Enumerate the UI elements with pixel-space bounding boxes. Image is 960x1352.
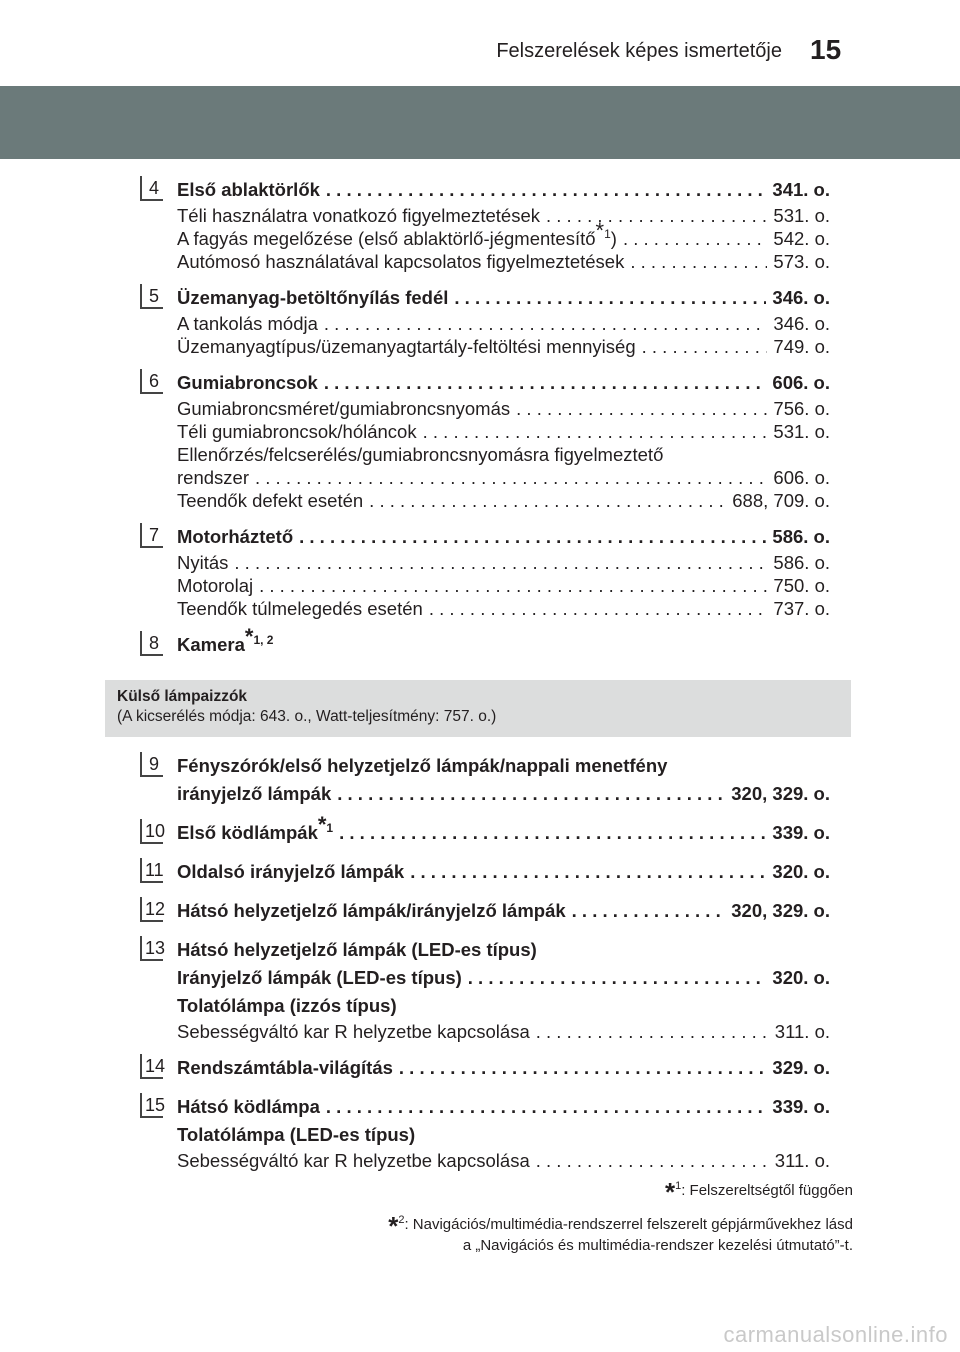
entry-heading-line [177,1121,830,1149]
entry-label: Téli gumiabroncsok/hóláncok [177,421,417,442]
entry-sub-line [177,489,830,512]
page-reference: 688, 709. o. [732,490,830,511]
entry-sub-line [177,204,830,227]
entry-label: Rendszámtábla-világítás [177,1057,393,1078]
footnote-star: * [388,1211,399,1241]
leader-dots [468,964,767,992]
page-reference: 311. o. [774,1021,830,1042]
entry-item [140,523,830,620]
entry-text [177,443,663,466]
leader-dots [623,227,767,250]
page-reference: 339. o. [772,1096,830,1117]
entry-text [177,811,334,847]
entry-text [177,964,462,992]
entry-text [177,752,667,780]
entry-text [177,992,397,1020]
leader-dots [339,819,766,847]
entry-heading-line [177,992,830,1020]
entry-text [177,1054,393,1082]
page-reference: 749. o. [773,336,830,357]
entry-number-badge: 12 [140,897,163,922]
leader-dots [546,204,767,227]
leader-dots [399,1054,767,1082]
entry-text [177,1093,320,1121]
footnote-2 [233,1210,853,1256]
leader-dots [259,574,767,597]
entry-suffix: ) [610,228,617,249]
entry-label: Tolatólámpa (izzós típus) [177,995,397,1016]
entry-sub-line [177,551,830,574]
entry-item [140,1093,830,1172]
entry-heading-line [177,897,830,925]
page-reference: 346. o. [773,313,830,334]
entry-text [177,335,636,358]
section-box-bulbs [105,680,851,737]
leader-dots [326,1093,767,1121]
leader-dots [369,489,726,512]
entry-number-badge: 7 [140,523,163,548]
entry-sub-line [177,443,830,466]
leader-dots [326,176,767,204]
page-reference: 329. o. [772,1057,830,1078]
entry-label: Hátsó helyzetjelző lámpák (LED-es típus) [177,939,537,960]
leader-dots [234,551,767,574]
entry-label: Teendők túlmelegedés esetén [177,598,423,619]
watermark: carmanualsonline.info [723,1322,948,1347]
entry-sub-line [177,597,830,620]
entry-text [177,897,566,925]
entry-label: Gumiabroncsméret/gumiabroncsnyomás [177,398,511,419]
entry-label: Gumiabroncsok [177,372,318,393]
entry-text [177,369,318,397]
entry-list-top [140,176,830,670]
entry-item [140,369,830,512]
footnote-ref: *1, 2 [244,623,274,649]
entry-text [177,623,274,659]
entry-sub-line [177,250,830,273]
entry-label: Első ablaktörlők [177,179,320,200]
page-reference: 542. o. [773,228,830,249]
entry-heading-line [177,811,830,847]
footnotes [233,1176,853,1264]
entry-text [177,466,249,489]
entry-number-badge: 15 [140,1093,163,1118]
entry-label: A fagyás megelőzése (első ablaktörlő-jégmentesítő [177,228,596,249]
entry-sub-line [177,1149,830,1172]
entry-heading-line [177,964,830,992]
entry-text [177,250,624,273]
entry-sub-line [177,312,830,335]
page-reference: 320. o. [772,861,830,882]
entry-item [140,176,830,273]
section-subtitle: (A kicserélés módja: 643. o., Watt-teljesítmény: 757. o.) [117,708,497,725]
page-reference: 586. o. [772,526,830,547]
entry-label: Első ködlámpák [177,822,318,843]
entry-label: Üzemanyagtípus/üzemanyagtartály-feltöltési mennyiség [177,336,636,357]
entry-number-badge: 10 [140,819,163,844]
entry-text [177,1149,530,1172]
page-reference: 756. o. [773,398,830,419]
leader-dots [337,780,725,808]
entry-text [177,420,417,443]
footnote-star: * [664,1177,676,1207]
leader-dots [324,312,768,335]
entry-label: Motorháztető [177,526,294,547]
entry-sub-line [177,217,830,250]
entry-item [140,858,830,886]
entry-item [140,1054,830,1082]
entry-label: rendszer [177,467,249,488]
entry-label: Nyitás [177,552,229,573]
entry-heading-line [177,176,830,204]
page-reference: 341. o. [772,179,830,200]
entry-sub-line [177,574,830,597]
entry-label: Tolatólámpa (LED-es típus) [177,1124,416,1145]
entry-label: Sebességváltó kar R helyzetbe kapcsolása [177,1021,530,1042]
leader-dots [429,597,768,620]
footnote-ref: *1 [317,811,334,837]
entry-number-badge: 5 [140,284,163,309]
entry-number-badge: 4 [140,176,163,201]
entry-text [177,204,540,227]
entry-item [140,897,830,925]
entry-heading-line [177,1093,830,1121]
entry-heading-line [177,1054,830,1082]
page-reference: 606. o. [773,467,830,488]
leader-dots [255,466,767,489]
entry-sub-line [177,335,830,358]
entry-text [177,858,404,886]
entry-label: Teendők defekt esetén [177,490,364,511]
entry-item [140,811,830,847]
leader-dots [410,858,766,886]
footnote-text: : Navigációs/multimédia-rendszerrel felszerelt gépjárművekhez lásd [404,1216,853,1233]
entry-sub-line [177,466,830,489]
leader-dots [299,523,766,551]
entry-text [177,312,318,335]
entry-label: Kamera [177,634,245,655]
entry-heading-line [177,858,830,886]
footnote-mark: 2 [398,1214,405,1226]
entry-heading-line [177,369,830,397]
section-title: Külső lámpaizzók [117,688,248,705]
entry-label: Oldalsó irányjelző lámpák [177,861,405,882]
footnote-mark: 1 [675,1180,682,1192]
page-reference: 606. o. [772,372,830,393]
leader-dots [454,284,766,312]
entry-number-badge: 11 [140,858,163,883]
entry-heading-line [177,623,830,659]
entry-text [177,1020,530,1043]
entry-label: Hátsó helyzetjelző lámpák/irányjelző lámpák [177,900,566,921]
header-title: Felszerelések képes ismertetője [496,40,782,62]
footnote-ref: *1 [595,217,611,243]
entry-heading-line [177,936,830,964]
entry-list-bottom [140,752,830,1183]
entry-label: Ellenőrzés/felcserélés/gumiabroncsnyomásra figyelmeztető [177,444,664,465]
page-reference: 750. o. [773,575,830,596]
entry-label: Fényszórók/első helyzetjelző lámpák/nappali menetfény [177,755,668,776]
entry-label: Téli használatra vonatkozó figyelmeztetések [177,205,540,226]
entry-item [140,284,830,358]
page-reference: 339. o. [772,822,830,843]
entry-number-badge: 8 [140,631,163,656]
leader-dots [572,897,726,925]
page-reference: 320, 329. o. [731,783,830,804]
entry-label: Sebességváltó kar R helyzetbe kapcsolása [177,1150,530,1171]
entry-heading-line [177,523,830,551]
entry-text [177,284,448,312]
page-reference: 320, 329. o. [731,900,830,921]
entry-text [177,574,253,597]
entry-item [140,936,830,1043]
page-reference: 531. o. [773,421,830,442]
entry-item [140,623,830,659]
entry-label: irányjelző lámpák [177,783,332,804]
entry-text [177,1121,415,1149]
page-reference: 737. o. [773,598,830,619]
leader-dots [324,369,767,397]
entry-text [177,397,510,420]
entry-item [140,752,830,808]
page-header [0,0,960,73]
entry-text [177,936,537,964]
header-band [0,86,960,159]
entry-heading-line [177,752,830,780]
entry-number-badge: 13 [140,936,163,961]
entry-heading-line [177,780,830,808]
entry-sub-line [177,1020,830,1043]
leader-dots [516,397,767,420]
page-number: 15 [810,34,842,65]
footnote-text-cont: a „Navigációs és multimédia-rendszer kezelési útmutató”-t. [462,1237,853,1254]
entry-text [177,597,423,620]
page-reference: 320. o. [772,967,830,988]
entry-label: Hátsó ködlámpa [177,1096,320,1117]
entry-label: Irányjelző lámpák (LED-es típus) [177,967,462,988]
entry-number-badge: 14 [140,1054,163,1079]
page-reference: 311. o. [774,1150,830,1171]
entry-text [177,551,228,574]
entry-label: A tankolás módja [177,313,318,334]
entry-label: Motorolaj [177,575,254,596]
entry-number-badge: 6 [140,369,163,394]
entry-text [177,523,293,551]
entry-label: Üzemanyag-betöltőnyílás fedél [177,287,449,308]
entry-label: Autómosó használatával kapcsolatos figyelmeztetések [177,251,625,272]
page-reference: 586. o. [773,552,830,573]
entry-sub-line [177,420,830,443]
page-reference: 531. o. [773,205,830,226]
footnote-1 [233,1176,853,1207]
leader-dots [423,420,768,443]
leader-dots [630,250,767,273]
entry-text [177,780,331,808]
entry-text [177,489,363,512]
leader-dots [536,1149,769,1172]
entry-sub-line [177,397,830,420]
leader-dots [642,335,768,358]
leader-dots [536,1020,769,1043]
page-reference: 346. o. [772,287,830,308]
entry-heading-line [177,284,830,312]
entry-number-badge: 9 [140,752,163,777]
entry-text [177,176,320,204]
footnote-text: : Felszereltségtől függően [681,1182,853,1199]
page-reference: 573. o. [773,251,830,272]
entry-text [177,217,617,250]
